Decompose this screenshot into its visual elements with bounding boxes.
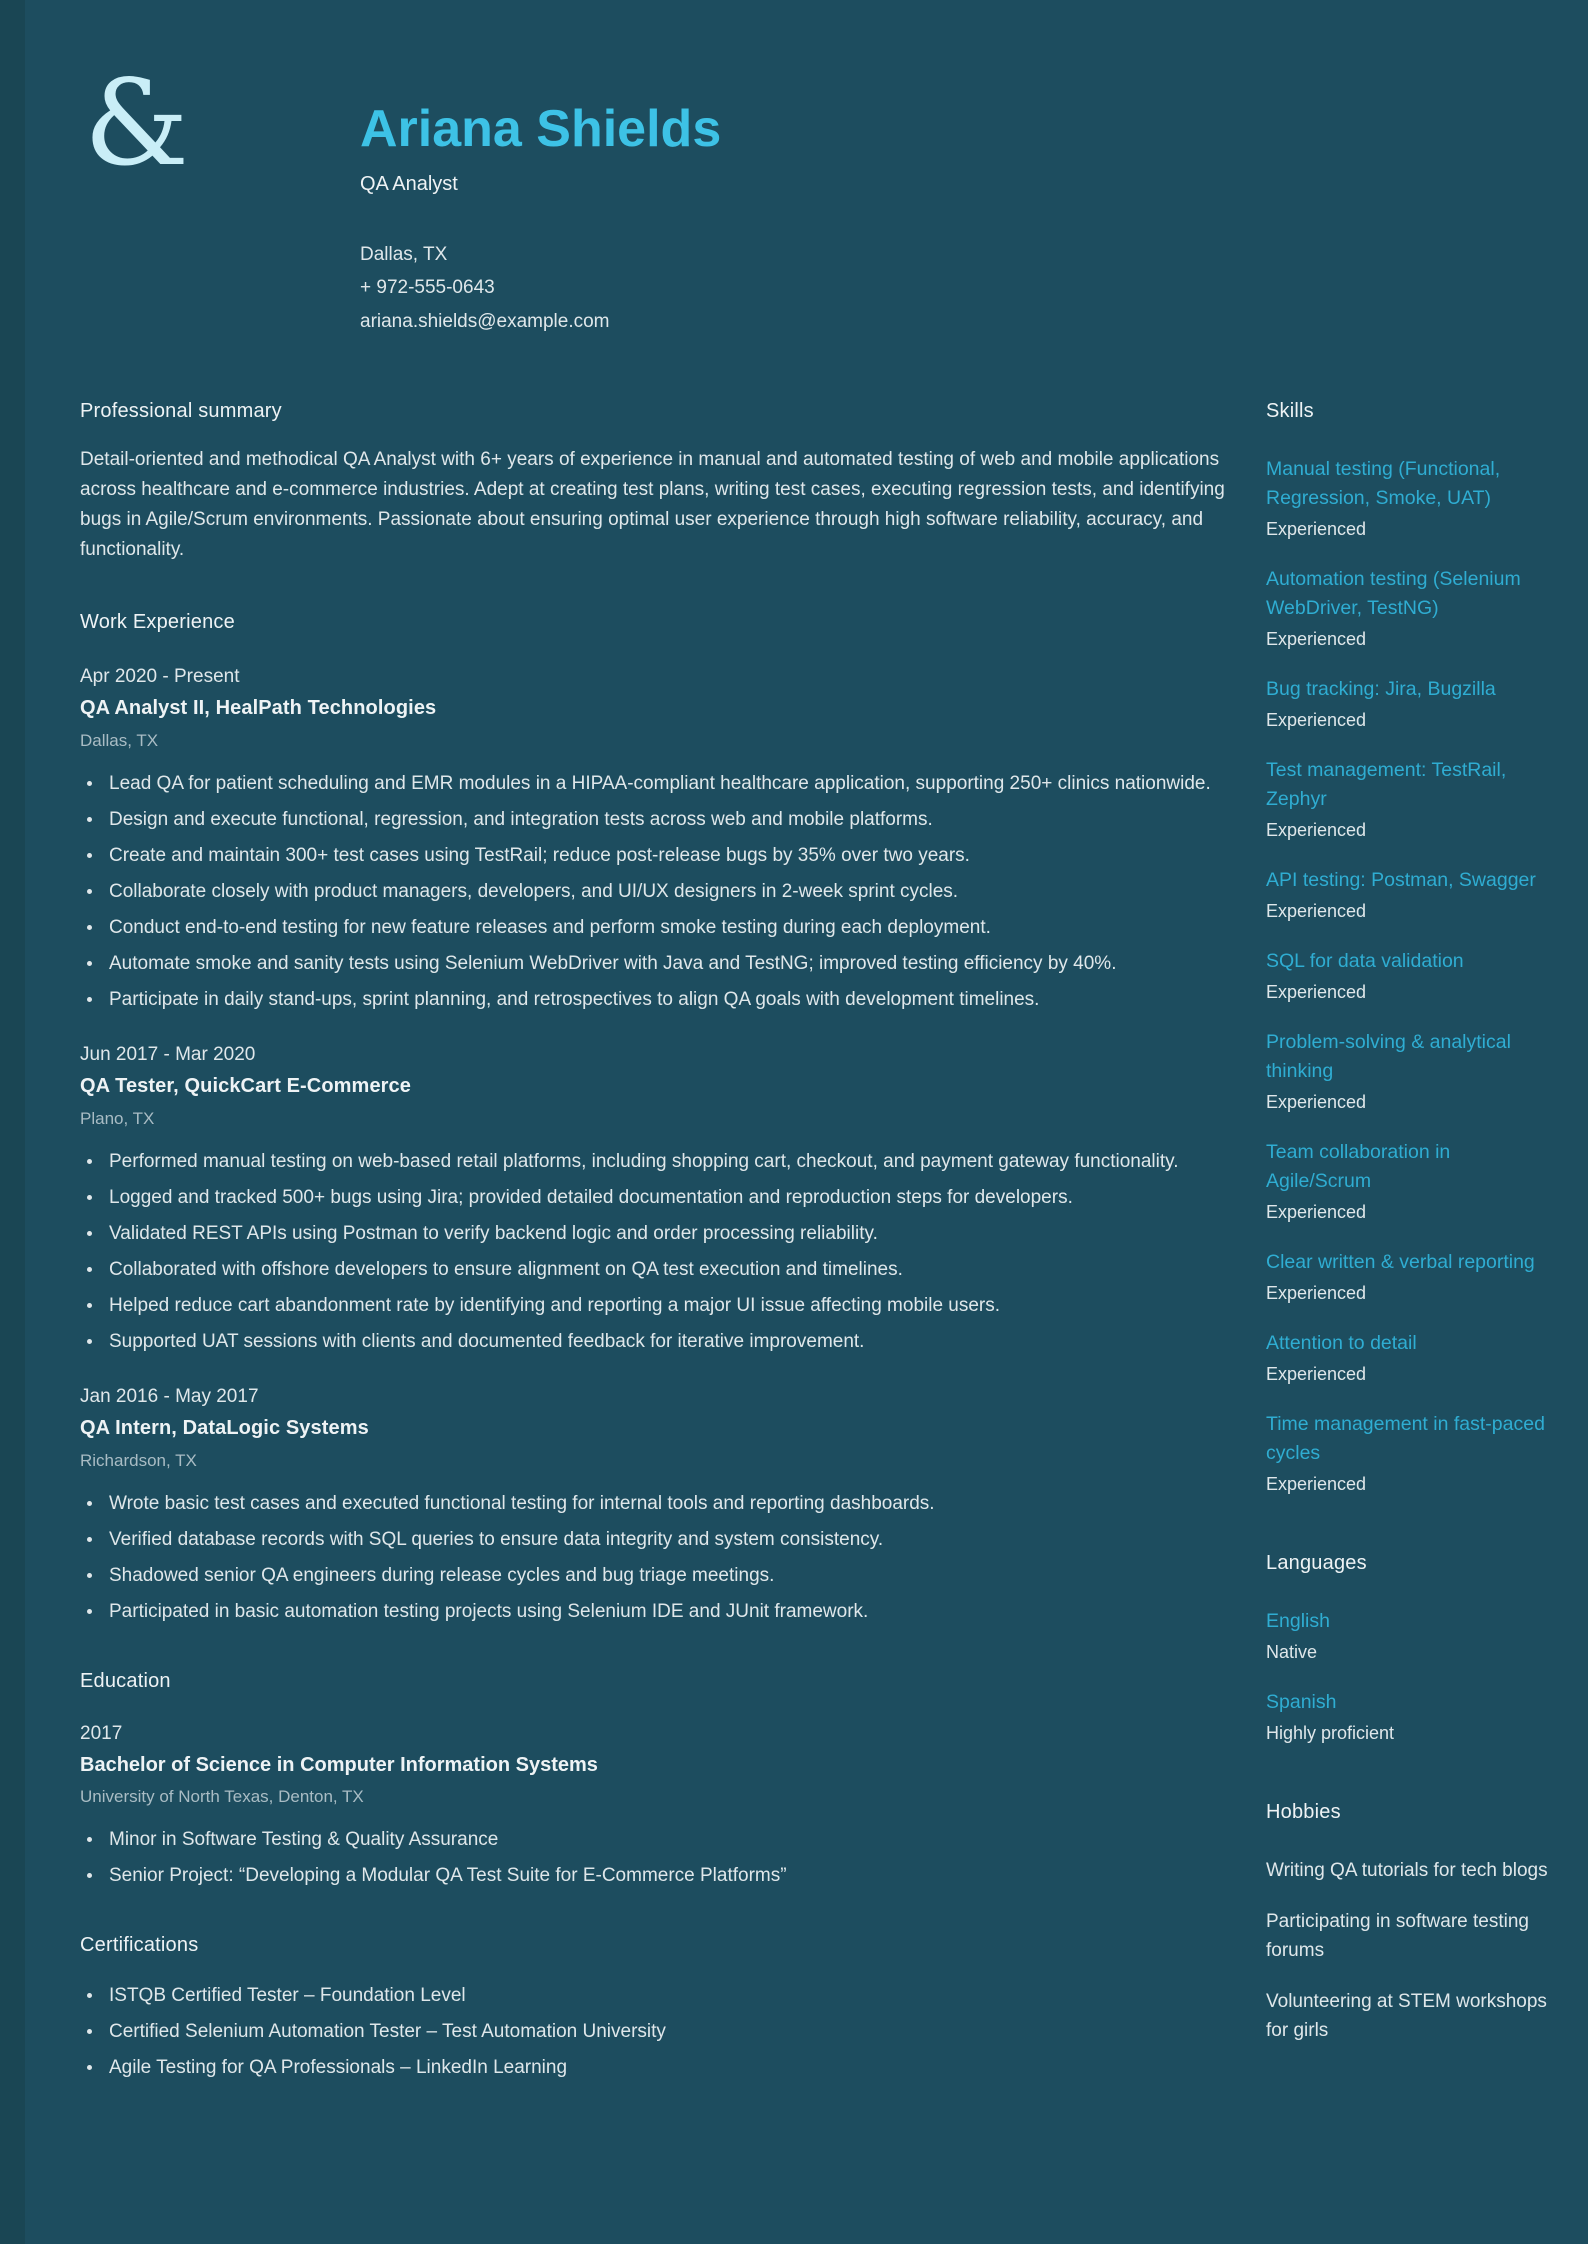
- skill-level: Highly proficient: [1266, 1723, 1395, 1744]
- bullet-dot-icon: [87, 961, 92, 966]
- skill-level: Experienced: [1266, 901, 1367, 922]
- education-year: 2017: [80, 1723, 123, 1745]
- skill-name: Automation testing (Selenium WebDriver, TestNG): [1266, 568, 1521, 620]
- bullet-item: [80, 1329, 1231, 1354]
- job-bullets: [80, 1491, 1231, 1624]
- skill-item: [1266, 947, 1558, 1004]
- bullet-dot-icon: [87, 781, 92, 786]
- experience-heading: Work Experience: [80, 611, 235, 634]
- bullet-text: Wrote basic test cases and executed functional testing for internal tools and reporting dashboards.: [109, 1493, 935, 1515]
- bullet-dot-icon: [87, 1993, 92, 1998]
- bullet-dot-icon: [87, 925, 92, 930]
- bullet-text: Lead QA for patient scheduling and EMR modules in a HIPAA-compliant healthcare application, supporting 250+ clinics nationwide.: [109, 773, 1211, 795]
- section-certifications: [80, 1934, 1231, 2080]
- skill-level: Experienced: [1266, 1202, 1367, 1223]
- bullet-item: [80, 1491, 1231, 1516]
- bullet-text: Logged and tracked 500+ bugs using Jira; provided detailed documentation and reproduction steps for developers.: [109, 1187, 1073, 1209]
- bullet-item: [80, 915, 1231, 940]
- bullet-item: [80, 951, 1231, 976]
- skill-name: Team collaboration in Agile/Scrum: [1266, 1141, 1451, 1193]
- bullet-item: [80, 1257, 1231, 1282]
- skill-name: SQL for data validation: [1266, 950, 1464, 973]
- certifications-heading: Certifications: [80, 1934, 199, 1957]
- bullet-text: Shadowed senior QA engineers during release cycles and bug triage meetings.: [109, 1565, 775, 1587]
- bullet-text: Minor in Software Testing & Quality Assurance: [109, 1829, 499, 1851]
- bullet-dot-icon: [87, 2029, 92, 2034]
- summary-text: Detail-oriented and methodical QA Analyst with 6+ years of experience in manual and automated testing of web and mobile applications across healthcare and e-commerce industries. Adept at creating test plans, writing test cases, executing regression tests, and identifying bugs in Agile/Scrum environments. Passionate about ensuring optimal user experience through high software reliability, accuracy, and functionality.: [80, 449, 1225, 561]
- skill-name: Attention to detail: [1266, 1332, 1417, 1355]
- bullet-item: [80, 1149, 1231, 1174]
- job-dates: Jun 2017 - Mar 2020: [80, 1044, 256, 1066]
- bullet-text: Participate in daily stand-ups, sprint planning, and retrospectives to align QA goals with development timelines.: [109, 989, 1040, 1011]
- bullet-text: Senior Project: “Developing a Modular QA Test Suite for E-Commerce Platforms”: [109, 1865, 787, 1887]
- bullet-text: Participated in basic automation testing projects using Selenium IDE and JUnit framework.: [109, 1601, 869, 1623]
- skills-list: [1266, 455, 1558, 1496]
- bullet-item: [80, 1983, 1231, 2008]
- skill-item: [1266, 1329, 1558, 1386]
- section-education: [80, 1670, 1231, 1888]
- bullet-dot-icon: [87, 889, 92, 894]
- bullet-dot-icon: [87, 1195, 92, 1200]
- job-dates: Apr 2020 - Present: [80, 666, 240, 688]
- bullet-text: Conduct end-to-end testing for new feature releases and perform smoke testing during each deployment.: [109, 917, 991, 939]
- job-entry: [80, 1044, 1231, 1354]
- bullet-dot-icon: [87, 1537, 92, 1542]
- main-column: [80, 400, 1231, 2091]
- bullet-text: Helped reduce cart abandonment rate by identifying and reporting a major UI issue affecting mobile users.: [109, 1295, 1001, 1317]
- job-location: Richardson, TX: [80, 1451, 197, 1471]
- jobs-list: [80, 666, 1231, 1624]
- hobbies-list: [1266, 1856, 1558, 2045]
- skill-item: [1266, 675, 1558, 732]
- contact-email: ariana.shields@example.com: [360, 310, 610, 332]
- hobby-item: Volunteering at STEM workshops for girls: [1266, 1991, 1547, 2042]
- bullet-dot-icon: [87, 1873, 92, 1878]
- bullet-text: Automate smoke and sanity tests using Selenium WebDriver with Java and TestNG; improved testing efficiency by 40%.: [109, 953, 1117, 975]
- skill-item: [1266, 756, 1558, 842]
- section-skills: [1266, 400, 1558, 1496]
- bullet-dot-icon: [87, 1339, 92, 1344]
- bullet-item: [80, 1185, 1231, 1210]
- bullet-dot-icon: [87, 1231, 92, 1236]
- skill-name: Problem-solving & analytical thinking: [1266, 1031, 1511, 1083]
- job-location: Plano, TX: [80, 1109, 155, 1129]
- languages-heading: Languages: [1266, 1552, 1367, 1575]
- section-work-experience: [80, 611, 1231, 1624]
- contact-phone: + 972-555-0643: [360, 277, 495, 299]
- section-hobbies: [1266, 1801, 1558, 2045]
- skill-name: English: [1266, 1610, 1330, 1633]
- person-name: Ariana Shields: [360, 100, 722, 158]
- bullet-text: Agile Testing for QA Professionals – LinkedIn Learning: [109, 2057, 568, 2079]
- bullet-item: [80, 1599, 1231, 1624]
- skill-item: [1266, 1688, 1558, 1745]
- skill-level: Experienced: [1266, 519, 1367, 540]
- education-degree: Bachelor of Science in Computer Information Systems: [80, 1754, 598, 1777]
- ampersand-logo: &: [84, 54, 190, 192]
- bullet-item: [80, 1827, 1231, 1852]
- job-title: QA Intern, DataLogic Systems: [80, 1417, 369, 1440]
- education-heading: Education: [80, 1670, 171, 1693]
- bullet-dot-icon: [87, 1303, 92, 1308]
- job-title: QA Analyst II, HealPath Technologies: [80, 697, 437, 720]
- skill-name: API testing: Postman, Swagger: [1266, 869, 1536, 892]
- skill-level: Experienced: [1266, 1092, 1367, 1113]
- job-bullets: [80, 771, 1231, 1012]
- skill-name: Spanish: [1266, 1691, 1337, 1714]
- bullet-dot-icon: [87, 1267, 92, 1272]
- certifications-bullets: [80, 1983, 1231, 2080]
- contact-block: [360, 238, 721, 339]
- skill-level: Experienced: [1266, 1364, 1367, 1385]
- bullet-text: Validated REST APIs using Postman to verify backend logic and order processing reliability.: [109, 1223, 878, 1245]
- skill-level: Experienced: [1266, 629, 1367, 650]
- bullet-dot-icon: [87, 853, 92, 858]
- education-school: University of North Texas, Denton, TX: [80, 1787, 364, 1807]
- bullet-item: [80, 807, 1231, 832]
- bullet-text: Certified Selenium Automation Tester – Test Automation University: [109, 2021, 666, 2043]
- skill-level: Experienced: [1266, 982, 1367, 1003]
- skill-name: Bug tracking: Jira, Bugzilla: [1266, 678, 1496, 701]
- skill-item: [1266, 1248, 1558, 1305]
- skill-level: Experienced: [1266, 820, 1367, 841]
- bullet-text: Verified database records with SQL queries to ensure data integrity and system consistency.: [109, 1529, 884, 1551]
- skill-name: Test management: TestRail, Zephyr: [1266, 759, 1507, 811]
- bullet-item: [80, 1527, 1231, 1552]
- content-columns: [80, 400, 1558, 2091]
- bullet-item: [80, 879, 1231, 904]
- summary-heading: Professional summary: [80, 400, 282, 423]
- skill-item: [1266, 1138, 1558, 1224]
- skill-item: [1266, 1607, 1558, 1664]
- skill-level: Native: [1266, 1642, 1318, 1663]
- bullet-dot-icon: [87, 1609, 92, 1614]
- skill-name: Clear written & verbal reporting: [1266, 1251, 1535, 1274]
- skills-heading: Skills: [1266, 400, 1314, 423]
- resume-header: [80, 54, 1558, 338]
- bullet-dot-icon: [87, 1573, 92, 1578]
- section-languages: [1266, 1552, 1558, 1745]
- job-entry: [80, 666, 1231, 1012]
- hobby-item: Participating in software testing forums: [1266, 1911, 1529, 1962]
- bullet-text: Collaborate closely with product managers, developers, and UI/UX designers in 2-week sprint cycles.: [109, 881, 959, 903]
- skill-level: Experienced: [1266, 1474, 1367, 1495]
- job-dates: Jan 2016 - May 2017: [80, 1386, 259, 1408]
- bullet-item: [80, 2055, 1231, 2080]
- skill-level: Experienced: [1266, 710, 1367, 731]
- bullet-text: Supported UAT sessions with clients and documented feedback for iterative improvement.: [109, 1331, 865, 1353]
- skill-level: Experienced: [1266, 1283, 1367, 1304]
- contact-location: Dallas, TX: [360, 243, 448, 265]
- languages-list: [1266, 1607, 1558, 1745]
- bullet-item: [80, 771, 1231, 796]
- skill-item: [1266, 1028, 1558, 1114]
- job-title: QA Tester, QuickCart E-Commerce: [80, 1075, 411, 1098]
- bullet-text: Performed manual testing on web-based retail platforms, including shopping cart, checkout, and payment gateway functionality.: [109, 1151, 1179, 1173]
- skill-item: [1266, 455, 1558, 541]
- bullet-item: [80, 1863, 1231, 1888]
- bullet-text: ISTQB Certified Tester – Foundation Level: [109, 1985, 466, 2007]
- bullet-dot-icon: [87, 2065, 92, 2070]
- education-bullets: [80, 1827, 1231, 1888]
- bullet-text: Collaborated with offshore developers to ensure alignment on QA test execution and timelines.: [109, 1259, 903, 1281]
- bullet-item: [80, 1221, 1231, 1246]
- bullet-item: [80, 1563, 1231, 1588]
- bullet-item: [80, 843, 1231, 868]
- skill-item: [1266, 1410, 1558, 1496]
- job-bullets: [80, 1149, 1231, 1354]
- section-professional-summary: [80, 400, 1231, 565]
- bullet-dot-icon: [87, 817, 92, 822]
- bullet-dot-icon: [87, 1501, 92, 1506]
- bullet-text: Design and execute functional, regression, and integration tests across web and mobile platforms.: [109, 809, 933, 831]
- bullet-text: Create and maintain 300+ test cases using TestRail; reduce post-release bugs by 35% over two years.: [109, 845, 970, 867]
- skill-item: [1266, 866, 1558, 923]
- job-location: Dallas, TX: [80, 731, 159, 751]
- bullet-dot-icon: [87, 1837, 92, 1842]
- bullet-item: [80, 2019, 1231, 2044]
- bullet-dot-icon: [87, 1159, 92, 1164]
- bullet-item: [80, 987, 1231, 1012]
- bullet-dot-icon: [87, 997, 92, 1002]
- hobby-item: Writing QA tutorials for tech blogs: [1266, 1860, 1548, 1882]
- skill-name: Time management in fast-paced cycles: [1266, 1413, 1545, 1465]
- skill-item: [1266, 565, 1558, 651]
- sidebar-column: [1266, 400, 1558, 2091]
- person-job-title: QA Analyst: [360, 172, 458, 195]
- job-entry: [80, 1386, 1231, 1624]
- hobbies-heading: Hobbies: [1266, 1801, 1341, 1824]
- skill-name: Manual testing (Functional, Regression, Smoke, UAT): [1266, 458, 1501, 510]
- bullet-item: [80, 1293, 1231, 1318]
- header-identity: [360, 64, 721, 338]
